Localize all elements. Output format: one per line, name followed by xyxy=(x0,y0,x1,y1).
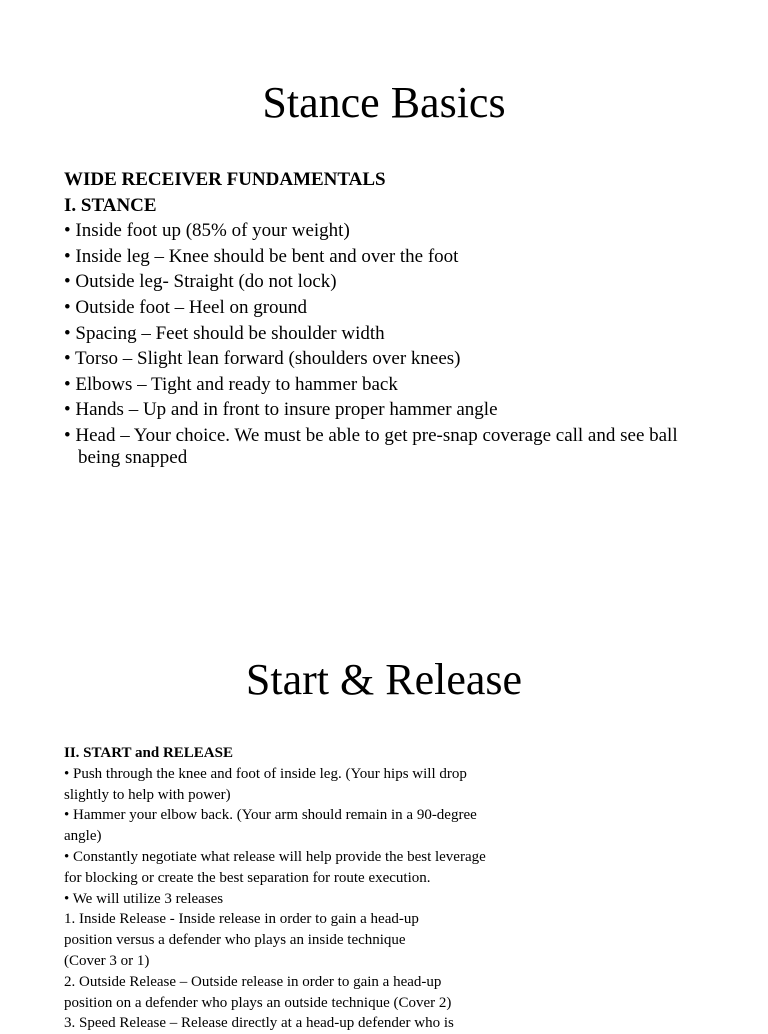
section-heading: WIDE RECEIVER FUNDAMENTALS xyxy=(64,169,386,190)
body-line: position on a defender who plays an outside technique (Cover 2) xyxy=(64,994,452,1011)
body-line: position versus a defender who plays an inside technique xyxy=(64,932,406,949)
bullet-item: • Outside foot – Heel on ground xyxy=(64,296,308,318)
body-line: 3. Speed Release – Release directly at a head-up defender who is xyxy=(64,1015,454,1032)
body-line: • We will utilize 3 releases xyxy=(64,890,224,907)
body-line: • Push through the knee and foot of inside leg. (Your hips will drop xyxy=(64,765,467,782)
body-line: 1. Inside Release - Inside release in order to gain a head-up xyxy=(64,911,419,928)
bullet-item: • Head – Your choice. We must be able to get pre-snap coverage call and see ball being snapped xyxy=(64,424,678,468)
bullet-item: • Hands – Up and in front to insure proper hammer angle xyxy=(64,399,498,421)
body-line: slightly to help with power) xyxy=(64,786,231,803)
slide-body xyxy=(64,167,724,471)
body-line: for blocking or create the best separation for route execution. xyxy=(64,869,431,886)
slide-body xyxy=(64,743,564,1034)
body-line: 2. Outside Release – Outside release in order to gain a head-up xyxy=(64,973,442,990)
bullet-item: • Outside leg- Straight (do not lock) xyxy=(64,271,337,293)
bullet-item: • Inside leg – Knee should be bent and over the foot xyxy=(64,245,459,267)
body-line: angle) xyxy=(64,828,102,845)
slide-title: Start & Release xyxy=(245,655,523,704)
bullet-item: • Torso – Slight lean forward (shoulders over knees) xyxy=(64,348,461,370)
bullet-item: • Spacing – Feet should be shoulder width xyxy=(64,322,385,344)
body-line: (Cover 3 or 1) xyxy=(64,952,150,969)
body-line: • Hammer your elbow back. (Your arm should remain in a 90-degree xyxy=(64,807,477,824)
section-subheading: I. STANCE xyxy=(64,194,157,216)
body-line: • Constantly negotiate what release will help provide the best leverage xyxy=(64,848,486,865)
slide-start-release xyxy=(0,512,768,1032)
slide-title: Stance Basics xyxy=(262,78,506,127)
section-heading: II. START and RELEASE xyxy=(64,745,233,761)
bullet-item: • Inside foot up (85% of your weight) xyxy=(64,220,350,242)
slide-stance-basics xyxy=(0,0,768,512)
bullet-item: • Elbows – Tight and ready to hammer back xyxy=(64,373,398,395)
